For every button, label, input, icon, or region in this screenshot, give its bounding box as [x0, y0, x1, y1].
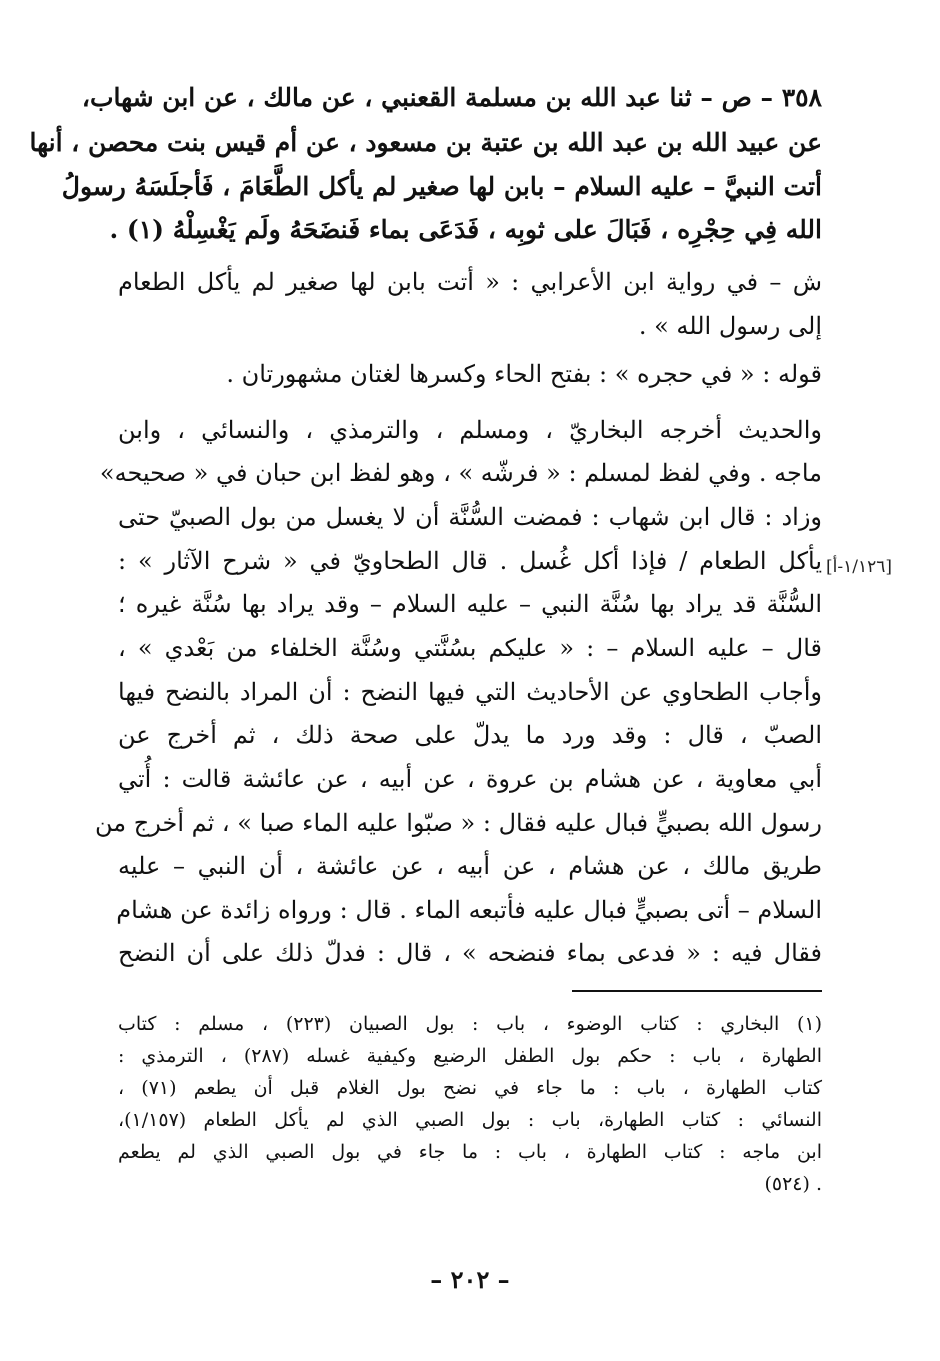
footnote-line: (١) البخاري : كتاب الوضوء ، باب : بول الصبيان (٢٢٣) ، مسلم : كتاب [118, 1013, 823, 1035]
margin-reference: [١/١٢٦-أ] [826, 557, 893, 577]
footnote-line: . (٥٢٤) [764, 1173, 822, 1195]
commentary-line: قوله : « في حجره » : بفتح الحاء وكسرها لغتان مشهورتان . [226, 360, 822, 388]
hadith-line: ٣٥٨ – ص – ثنا عبد الله بن مسلمة القعنبي ، عن مالك ، عن ابن شهاب، [81, 83, 822, 112]
commentary-line: قال – عليه السلام – : « عليكم بسُنَّتي وسُنَّة الخلفاء من بَعْدي » ، [118, 634, 822, 662]
footnote-line: كتاب الطهارة ، باب : ما جاء في نضح بول الغلام قبل أن يطعم (٧١) ، [118, 1077, 822, 1099]
footnote-line: ابن ماجه : كتاب الطهارة ، باب : ما جاء في بول الصبي الذي لم يطعم [118, 1141, 822, 1163]
page-number: – ٢٠٢ – [430, 1265, 510, 1294]
footnote-line: الطهارة ، باب : حكم بول الطفل الرضيع وكيفية غسله (٢٨٧) ، الترمذي : [118, 1045, 822, 1067]
commentary-line: أبي معاوية ، عن هشام بن عروة ، عن أبيه ، عن عائشة قالت : أُتي [118, 765, 822, 793]
commentary-line: وأجاب الطحاوي عن الأحاديث التي فيها النضح : أن المراد بالنضح فيها [118, 678, 822, 706]
commentary-line: السلام – أتى بصبيٍّ فبال عليه فأتبعه الماء . قال : ورواه زائدة عن هشام [116, 896, 822, 924]
commentary-line: يأكل الطعام / فإذا أكل غُسل . قال الطحاويّ في « شرح الآثار » : [118, 547, 822, 575]
commentary-line: السُّنَّة قد يراد بها سُنَّة النبي – عليه السلام – وقد يراد بها سُنَّة غيره ؛ [118, 590, 822, 618]
hadith-line: عن عبيد الله بن عبد الله بن عتبة بن مسعود ، عن أم قيس بنت محصن ، أنها [29, 128, 822, 157]
commentary-line: الصبّ ، قال : وقد ورد ما يدلّ على صحة ذلك ، ثم أخرج عن [118, 721, 822, 749]
commentary-line: فقال فيه : « فدعى بماء فنضحه » ، قال : فدلّ ذلك على أن النضح [118, 939, 822, 967]
hadith-line: الله فِي حِجْرِه ، فَبَالَ على ثوبِه ، فَدَعَى بماء فَنضَحَهُ ولَم يَغْسِلْهُ (١) . [109, 215, 822, 244]
footnote-line: النسائي : كتاب الطهارة، باب : بول الصبي الذي لم يأكل الطعام (١/١٥٧)، [118, 1109, 822, 1131]
commentary-line: رسول الله بصبيٍّ فبال عليه فقال : « صبّوا عليه الماء صبا » ، ثم أخرج من [95, 809, 822, 837]
commentary-line: طريق مالك ، عن هشام ، عن أبيه ، عن عائشة ، أن النبي – عليه [118, 852, 822, 880]
commentary-line: إلى رسول الله » . [638, 312, 822, 340]
hadith-line: أتت النبيَّ – عليه السلام – بابن لها صغير لم يأكل الطَّعَامَ ، فَأجلَسَهُ رسولُ [61, 172, 822, 201]
footnote-divider [572, 990, 822, 992]
commentary-line: والحديث أخرجه البخاريّ ، ومسلم ، والترمذي ، والنسائي ، وابن [118, 416, 822, 444]
commentary-line: ش – في رواية ابن الأعرابي : « أتت بابن لها صغير لم يأكل الطعام [118, 268, 822, 296]
commentary-line: وزاد : قال ابن شهاب : فمضت السُّنَّة أن لا يغسل من بول الصبيّ حتى [118, 503, 822, 531]
commentary-line: ماجه . وفي لفظ لمسلم : « فرشّه » ، وهو لفظ ابن حبان في « صحيحه» [99, 459, 822, 487]
